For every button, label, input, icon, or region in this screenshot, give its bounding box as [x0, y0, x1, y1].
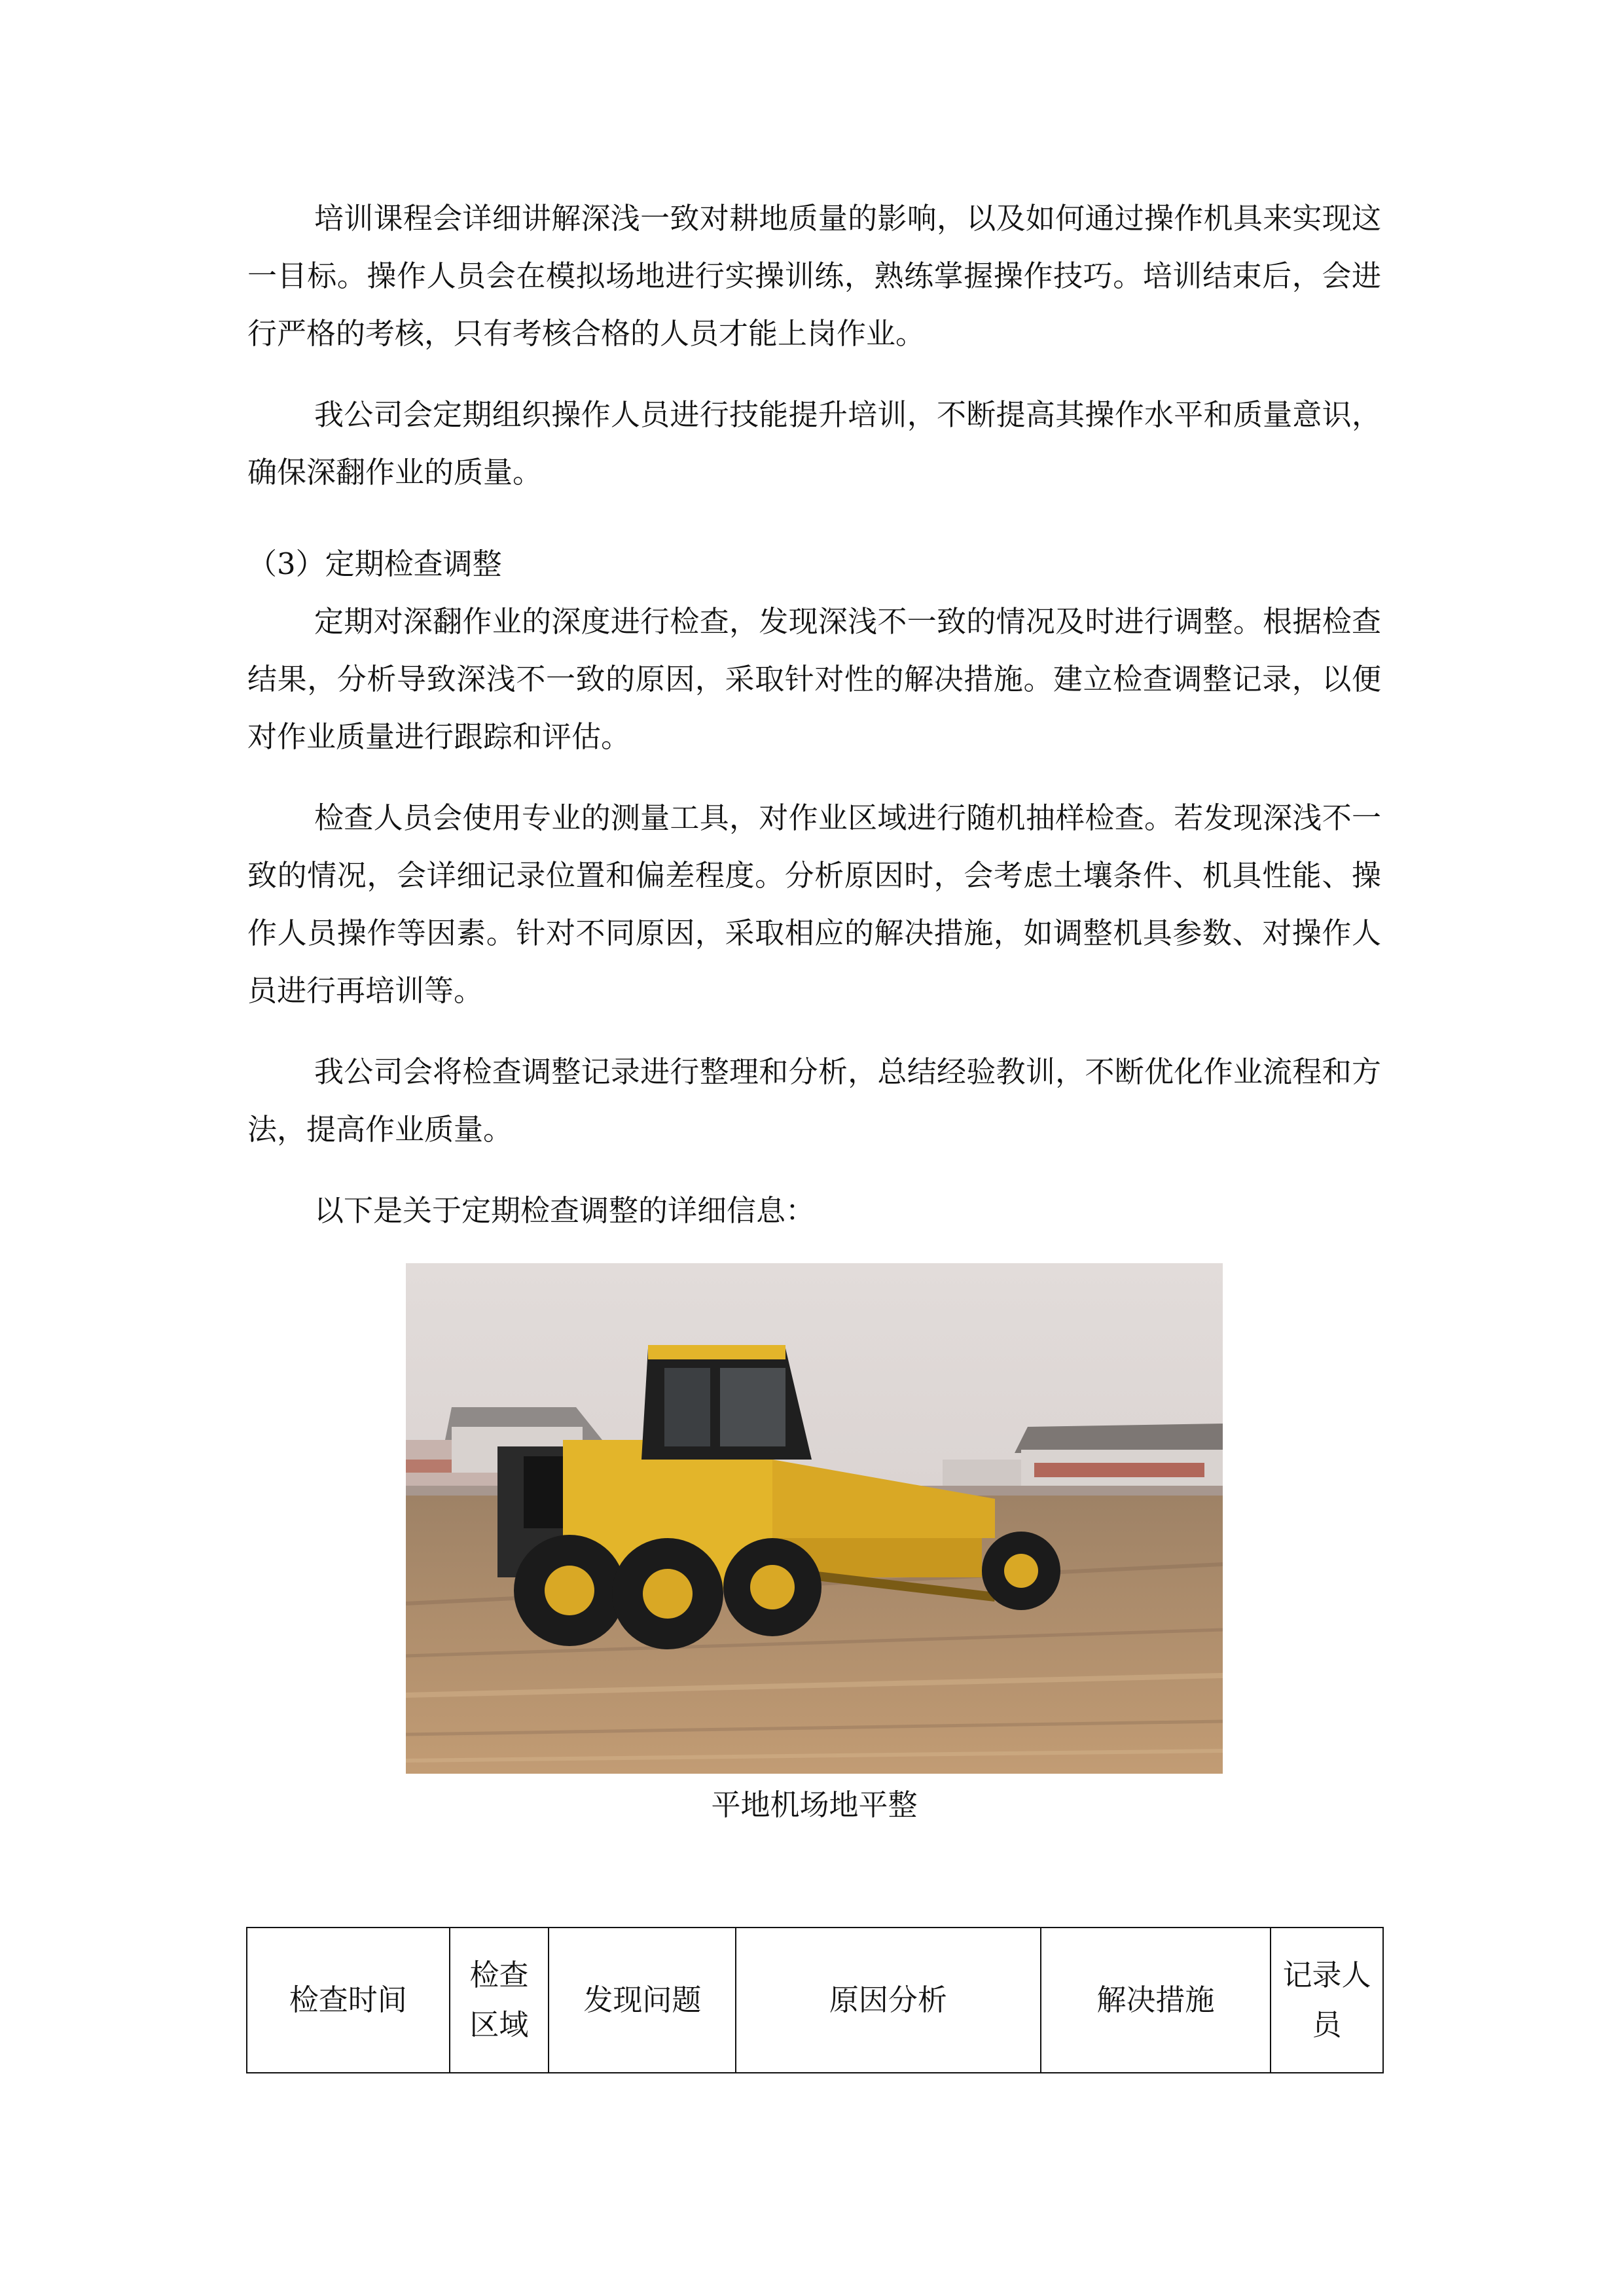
- header-found-problem: 发现问题: [549, 1928, 736, 2073]
- paragraph-periodic-check: 定期对深翻作业的深度进行检查，发现深浅不一致的情况及时进行调整。根据检查结果，分析导致深浅不一致的原因，采取针对性的解决措施。建立检查调整记录，以便对作业质量进行跟踪和评估。: [247, 604, 1381, 754]
- header-solution: 解决措施: [1041, 1928, 1271, 2073]
- header-recorder: 记录人员: [1271, 1928, 1383, 2073]
- inspection-record-table: [246, 1927, 1384, 2073]
- paragraph-intro-details: 以下是关于定期检查调整的详细信息：: [314, 1193, 816, 1228]
- header-cause-analysis: 原因分析: [736, 1928, 1040, 2073]
- figure-caption: 平地机场地平整: [711, 1787, 918, 1822]
- table-header-row: [247, 1928, 1383, 2073]
- paragraph-training-course: 培训课程会详细讲解深浅一致对耕地质量的影响，以及如何通过操作机具来实现这一目标。操作人员会在模拟场地进行实操训练，熟练掌握操作技巧。培训结束后，会进行严格的考核，只有考核合格的人员才能上岗作业。: [247, 201, 1381, 351]
- paragraph-record-analysis: 我公司会将检查调整记录进行整理和分析，总结经验教训，不断优化作业流程和方法，提高作业质量。: [247, 1054, 1381, 1147]
- header-check-time: 检查时间: [247, 1928, 450, 2073]
- paragraph-skill-training: 我公司会定期组织操作人员进行技能提升培训，不断提高其操作水平和质量意识，确保深翻作业的质量。: [247, 397, 1381, 490]
- header-check-area: 检查区域: [450, 1928, 549, 2073]
- motor-grader-photo: [406, 1263, 1223, 1774]
- paragraph-inspection-method: 检查人员会使用专业的测量工具，对作业区域进行随机抽样检查。若发现深浅不一致的情况，会详细记录位置和偏差程度。分析原因时，会考虑土壤条件、机具性能、操作人员操作等因素。针对不同原因，采取相应的解决措施，如调整机具参数、对操作人员进行再培训等。: [247, 800, 1381, 1008]
- section-heading: （3）定期检查调整: [247, 547, 502, 581]
